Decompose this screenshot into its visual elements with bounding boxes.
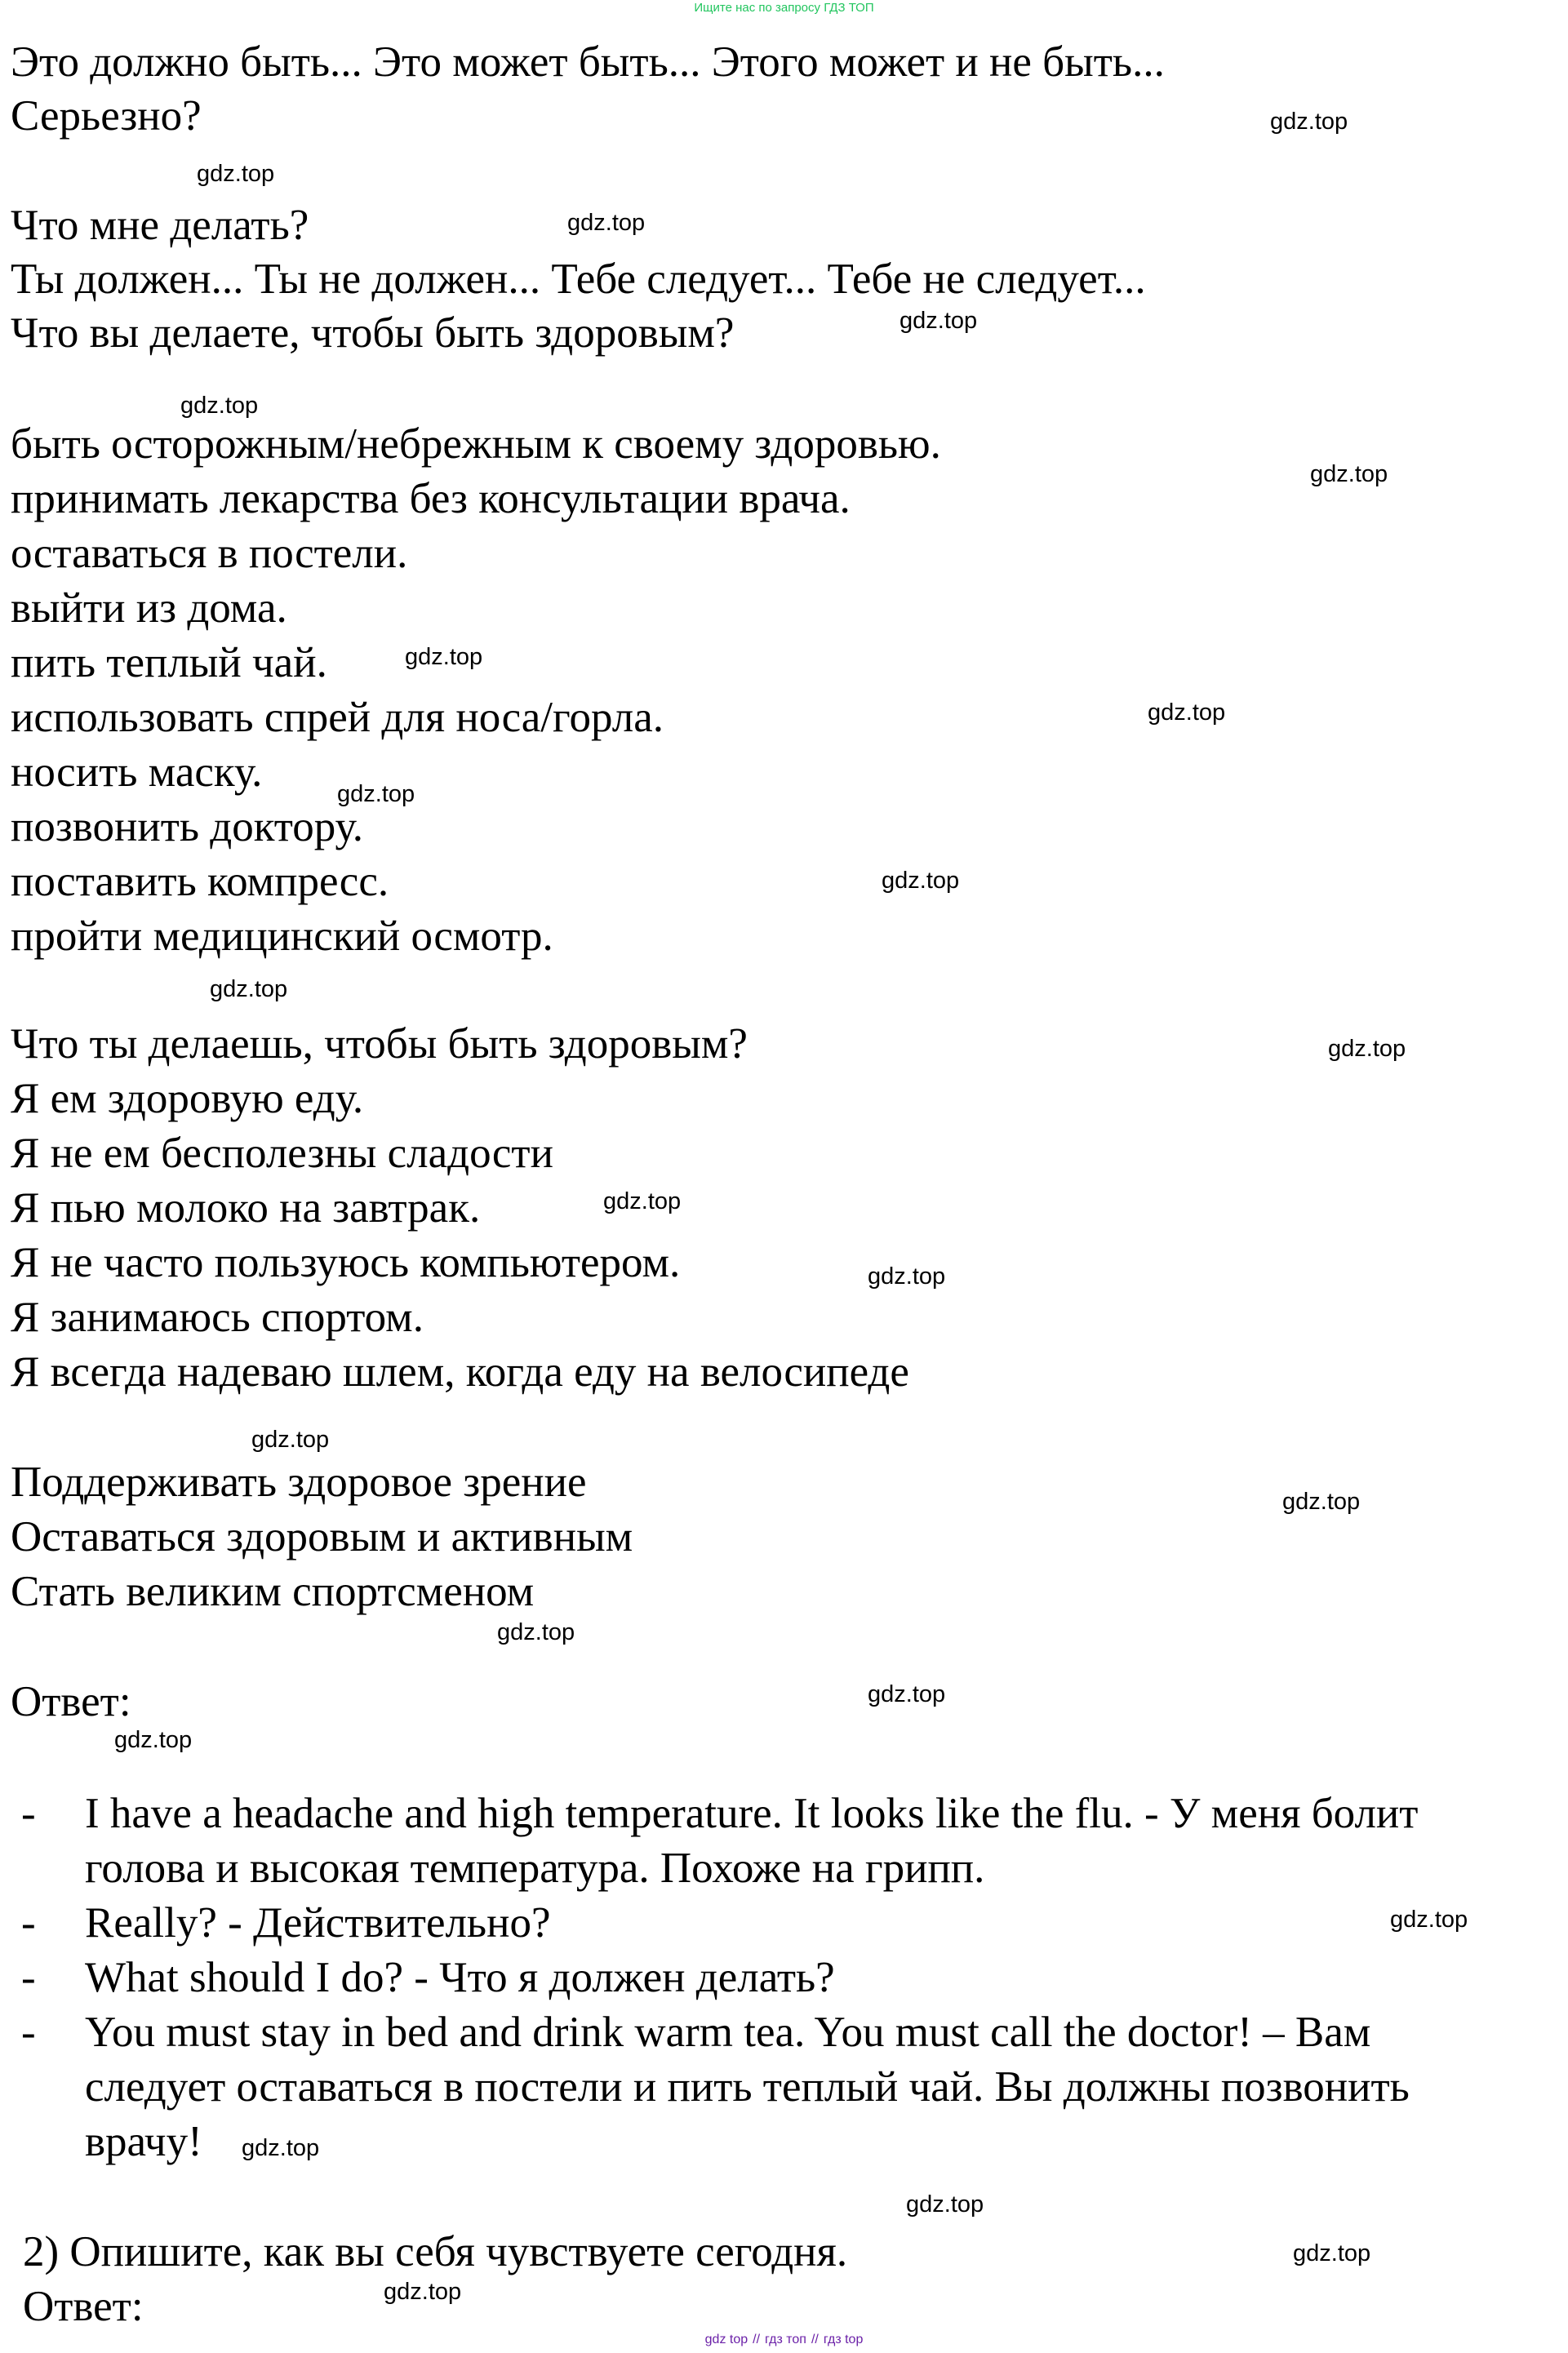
text-line: Я ем здоровую еду. xyxy=(11,1075,364,1122)
text-line: Ты должен... Ты не должен... Тебе следует... Тебе не следует... xyxy=(11,255,1146,303)
watermark: gdz.top xyxy=(210,976,288,1002)
text-line: Поддерживать здоровое зрение xyxy=(11,1458,587,1506)
watermark: gdz.top xyxy=(1310,461,1388,487)
footer-link[interactable]: гдз top xyxy=(823,2333,864,2346)
text-line: Что вы делаете, чтобы быть здоровым? xyxy=(11,309,735,357)
task-question: 2) Опишите, как вы себя чувствуете сегодня. xyxy=(23,2228,848,2275)
dialog-line: I have a headache and high temperature. It looks like the flu. - У меня болит xyxy=(85,1790,1419,1837)
answer-label: Ответ: xyxy=(11,1678,131,1725)
watermark: gdz.top xyxy=(1328,1036,1406,1062)
watermark: gdz.top xyxy=(1148,699,1226,726)
footer-link[interactable]: гдз топ xyxy=(765,2333,806,2346)
text-line: принимать лекарства без консультации врача. xyxy=(11,475,851,522)
footer-separator: // xyxy=(811,2333,819,2346)
text-line: Что ты делаешь, чтобы быть здоровым? xyxy=(11,1020,748,1068)
text-line: оставаться в постели. xyxy=(11,530,408,577)
watermark: gdz.top xyxy=(251,1427,330,1453)
text-line: поставить компресс. xyxy=(11,858,389,905)
dialog-line: врачу! xyxy=(85,2118,202,2165)
text-line: Я пью молоко на завтрак. xyxy=(11,1184,481,1232)
dialog-line: You must stay in bed and drink warm tea. You must call the doctor! – Вам xyxy=(85,2009,1371,2056)
watermark: gdz.top xyxy=(197,161,275,187)
list-marker: - xyxy=(21,2009,36,2056)
dialog-line: What should I do? - Что я должен делать? xyxy=(85,1954,835,2001)
text-line: Что мне делать? xyxy=(11,202,309,249)
dialog-line: Really? - Действительно? xyxy=(85,1899,551,1947)
footer-links xyxy=(0,2333,1568,2347)
watermark: gdz.top xyxy=(242,2135,320,2161)
watermark: gdz.top xyxy=(405,644,483,670)
text-line: пить теплый чай. xyxy=(11,639,327,686)
text-line: Оставаться здоровым и активным xyxy=(11,1513,633,1561)
text-line: Я всегда надеваю шлем, когда еду на велосипеде xyxy=(11,1348,909,1396)
watermark: gdz.top xyxy=(337,781,415,807)
text-line: Это должно быть... Это может быть... Этого может и не быть... xyxy=(11,38,1165,86)
top-banner: Ищите нас по запросу ГДЗ ТОП xyxy=(694,1,874,15)
list-marker: - xyxy=(21,1790,36,1837)
text-line: Серьезно? xyxy=(11,92,202,140)
text-line: Я не ем бесполезны сладости xyxy=(11,1130,553,1177)
footer-link[interactable]: gdz top xyxy=(704,2333,748,2346)
text-line: Я не часто пользуюсь компьютером. xyxy=(11,1239,681,1286)
watermark: gdz.top xyxy=(1293,2240,1371,2266)
text-line: Стать великим спортсменом xyxy=(11,1568,535,1615)
watermark: gdz.top xyxy=(882,868,960,894)
watermark: gdz.top xyxy=(1282,1489,1361,1515)
text-line: Я занимаюсь спортом. xyxy=(11,1294,424,1341)
watermark: gdz.top xyxy=(180,393,259,419)
watermark: gdz.top xyxy=(114,1727,193,1753)
text-line: использовать спрей для носа/горла. xyxy=(11,694,664,741)
answer-label: Ответ: xyxy=(23,2283,144,2330)
list-marker: - xyxy=(21,1899,36,1947)
text-line: выйти из дома. xyxy=(11,584,287,632)
text-line: носить маску. xyxy=(11,748,263,796)
watermark: gdz.top xyxy=(1390,1907,1468,1933)
watermark: gdz.top xyxy=(384,2279,462,2305)
watermark: gdz.top xyxy=(906,2191,984,2218)
watermark: gdz.top xyxy=(603,1188,682,1214)
watermark: gdz.top xyxy=(899,308,978,334)
watermark: gdz.top xyxy=(1270,109,1348,135)
text-line: позвонить доктору. xyxy=(11,803,363,850)
dialog-line: следует оставаться в постели и пить теплый чай. Вы должны позвонить xyxy=(85,2063,1410,2111)
text-line: пройти медицинский осмотр. xyxy=(11,912,553,960)
watermark: gdz.top xyxy=(868,1263,946,1290)
watermark: gdz.top xyxy=(497,1619,575,1645)
dialog-line: голова и высокая температура. Похоже на грипп. xyxy=(85,1845,985,1892)
text-line: быть осторожным/небрежным к своему здоровью. xyxy=(11,420,941,468)
watermark: gdz.top xyxy=(567,210,646,236)
footer-separator: // xyxy=(753,2333,761,2346)
watermark: gdz.top xyxy=(868,1681,946,1707)
list-marker: - xyxy=(21,1954,36,2001)
